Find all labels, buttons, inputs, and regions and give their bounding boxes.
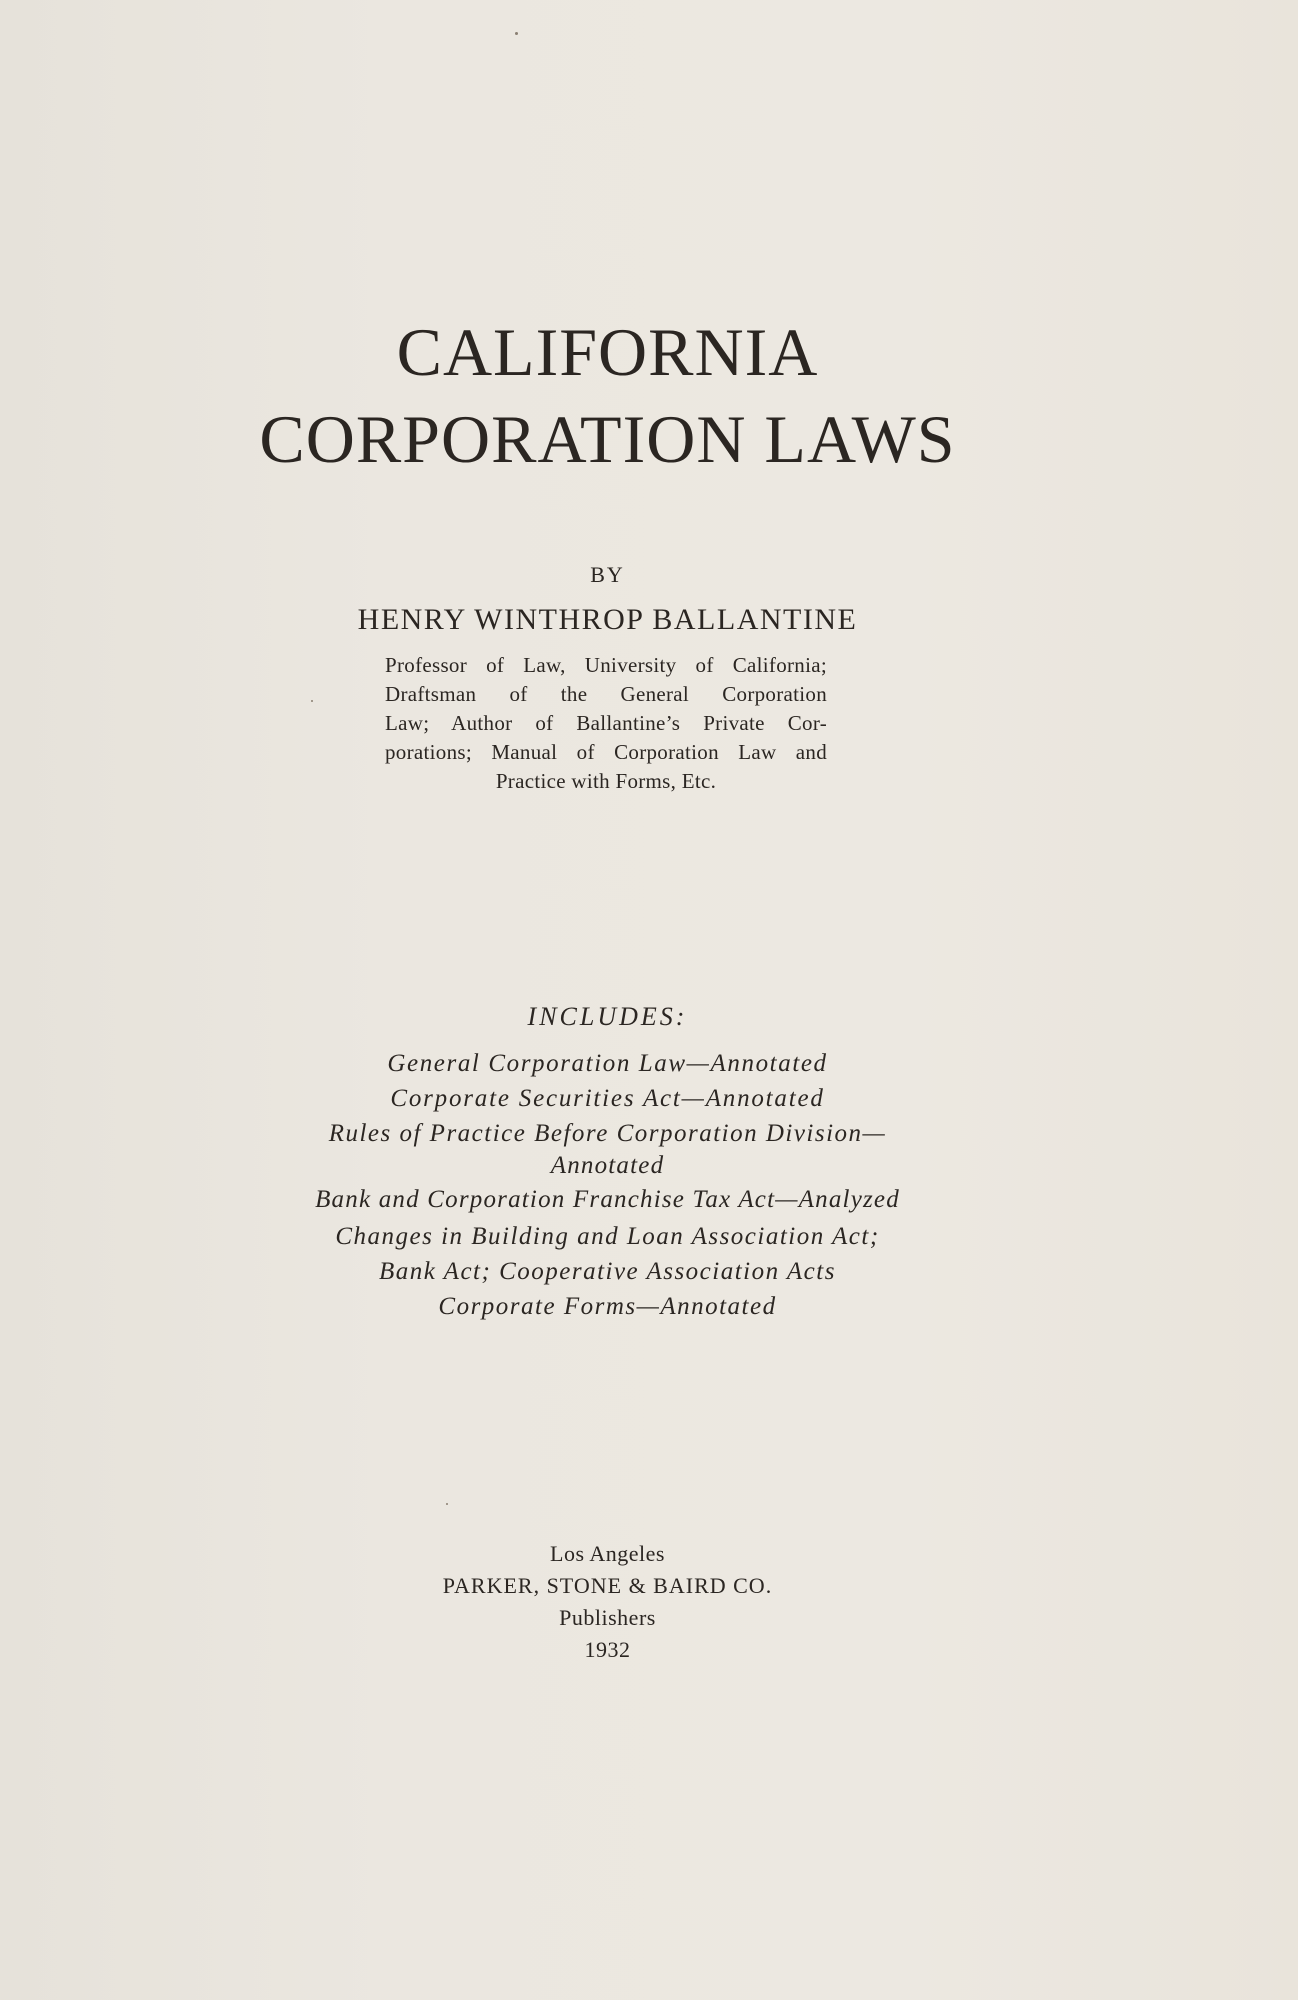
credentials-line: Professor of Law, University of California;: [385, 653, 827, 677]
by-label: BY: [590, 562, 625, 587]
book-title-line-2: CORPORATION LAWS: [259, 401, 956, 477]
includes-list: [0, 1047, 1215, 1325]
includes-item: Rules of Practice Before Corporation Division—: [328, 1120, 887, 1147]
includes-item: Corporate Forms—Annotated: [438, 1293, 777, 1320]
book-title-line-1: CALIFORNIA: [396, 314, 819, 390]
imprint-city: Los Angeles: [550, 1541, 665, 1566]
includes-item: Changes in Building and Loan Association Act;: [335, 1223, 880, 1250]
imprint: [0, 1538, 1215, 1666]
includes-item: Bank and Corporation Franchise Tax Act—Analyzed: [315, 1186, 900, 1213]
includes-item: Annotated: [550, 1152, 665, 1179]
author-name: HENRY WINTHROP BALLANTINE: [357, 603, 858, 636]
paper-speck: [311, 700, 313, 702]
publication-year: 1932: [584, 1637, 631, 1662]
includes-item: Corporate Securities Act—Annotated: [390, 1085, 825, 1112]
credentials-line: Practice with Forms, Etc.: [495, 769, 717, 793]
publisher-role: Publishers: [559, 1605, 656, 1630]
paper-speck: [515, 32, 518, 35]
credentials-line: Law; Author of Ballantine’s Private Cor-: [385, 711, 827, 735]
includes-heading: INCLUDES:: [527, 1002, 688, 1031]
credentials-line: porations; Manual of Corporation Law and: [385, 740, 827, 764]
credentials-line: Draftsman of the General Corporation: [385, 682, 827, 706]
paper-speck: [446, 1503, 448, 1505]
author-credentials: [385, 651, 827, 796]
publisher-name: PARKER, STONE & BAIRD CO.: [442, 1573, 773, 1598]
includes-item: General Corporation Law—Annotated: [387, 1050, 828, 1077]
includes-item: Bank Act; Cooperative Association Acts: [379, 1258, 836, 1285]
